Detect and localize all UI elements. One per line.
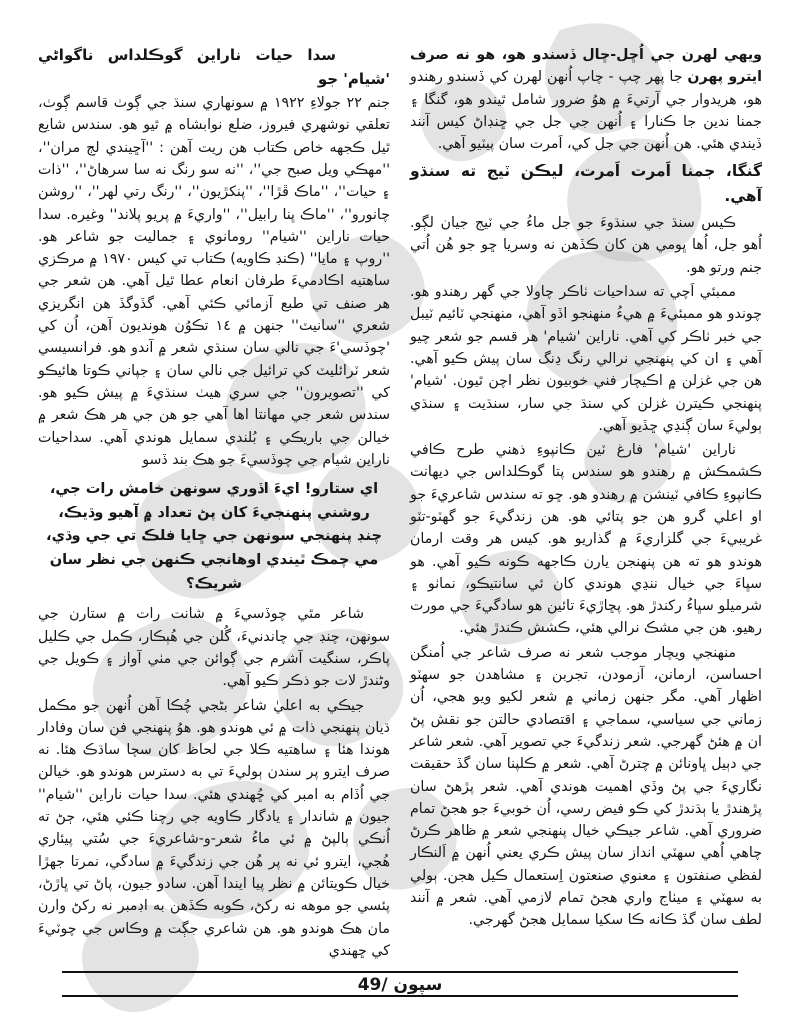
footer-bottom-rule [62, 995, 738, 997]
right-text-column [410, 44, 762, 965]
right-column-opening-paragraph [410, 44, 762, 155]
footer-top-rule [62, 971, 738, 973]
right-column-paragraph-4: ناراين 'شيام' فارغ ٽين ڪانپوءِ ذهني طرح ڪافي ڪشمڪش ۾ رهندو هو سندس پتا گوڪلداس جي ديهانت ڪانپوءِ ڪافي ٽينشن ۾ رهندو هو. ڇو ته سندس شاعريءَ جو او اعلي گرو هن جو پتائي هو. هن زندگيءَ جو گهٽو-تٽو غريبيءَ جي گلزاريءَ ۾ گذاريو هو. کيس هر وقت ارمان هوندو هو ته هن پنهنجن يارن ڪاجهه ڪونه ڪيو آهي. هو سڀاءَ جي خيال ننڍي هوندي کان ئي سانتيڪو، نماٺو ۽ شرميلو سڀاءُ رکندڙ هو. پڇاڙيءَ تائين هو سادگيءَ جي مورت رهيو. هن جي مشڪ نرالي هئي، ڪشش ڪندڙ هئي. [410, 442, 762, 637]
left-column-paragraph-2: شاعر مٿي چوڏسيءَ ۾ شانت رات ۾ ستارن جي سونهن، چنڊ جي چاندنيءَ، گُلن جي هُٻڪار، ڪمل جي ڪليل پاڪر، سنگيت آشرم جي ڳوائن جي مٺي آواز ۽ ڪويل جي وڻندڙ لات جو ذڪر ڪيو آهي. [38, 606, 390, 690]
right-column-bold-lead-line: ويهي لهرن جي اُڇل-ڇال ڏسندو هو، هو نه صرف ايترو پهرن [410, 47, 762, 86]
left-column-paragraph-3: جيڪي به اعليٰ شاعر بڻجي چُڪا آهن اُنهن جو مڪمل ڌيان پنهنجي ذات ۾ ئي هوندو هو. هوُ پنهنجي فن سان وفادار هوندا هئا ۽ ساهتيه ڪلا جي لحاظ کان سچا ساڌڪ هئا. نه صرف ايترو پر سندن ٻوليءَ تي به دسترس هوندو هو. خيالن جي اُڏام به امبر کي ڇُهندي هئي. سدا حيات ناراين ''شيام'' جيون ۾ شاندار ۽ يادگار ڪاويه جي رچنا ڪئي هئي، ڄڻ ته اُنڪي ٻالپڻ ۾ ئي ماءُ شعر-و-شاعريءَ جي سُتي پيئاري هُجي، ايترو ئي نه پر هُن جي زندگيءَ ۾ سادگي، نمرتا جهڙا خيال ڪويتائن ۾ نظر پيا ايندا آهن. سادو جيون، پاڻ تي ڀاڙڻ، پئسي جو موهه نه رکڻ، ڪوبه ڪڏهن به اڊمبر نه رکڻ وارن مان هڪ هوندو هو. هن شاعري جڳت ۾ وڪاس جي چوٽيءَ کي ڇهندي [38, 697, 390, 959]
poem-line-2: روشني پنهنجيءَ کان پڻ تعداد ۾ آهيو وڌيڪ، [58, 503, 370, 521]
left-text-column [38, 44, 390, 965]
poem-stanza [38, 477, 390, 595]
poem-line-1: اي ستارو! ايءَ اڏوري سونهن خامش رات جي، [49, 480, 379, 498]
right-column-paragraph-1: جا پهر چپ - چاپ اُنهن لهرن کي ڏسندو رهندو هو، هريدوار جي آرتيءَ ۾ هوُ ضرور شامل ٿيندو هو، گنگا ۽ جمنا ندين جا ڪنارا ۽ اُنهن جي جل جي ڇنڊاڻ کيس آنند ڏيندي هئي. هن اُنهن جي جل کي، اَمرت سان پيٽيو آهي. [410, 69, 762, 153]
right-column-paragraph-2: ڪيس سنڌ جي سنڌوءَ جو جل ماءُ جي ٽيج جيان لڳو. اُهو جل، اُها ڀومي هن کان ڪڏهن نه وسريا ڇو جو هُن اُتي جنم ورتو هو. [410, 215, 762, 276]
right-column-paragraph-5: منهنجي ويچار موجب شعر نه صرف شاعر جي اُمنگن احساسن، ارمانن، آزمودن، تجربن ۽ مشاهدن جو سهٽو اظهار آهي. مگر جنهن زماني ۾ شعر لکيو ويو هجي، اُن زماني جي سياسي، سماجي ۽ اقتصادي حالتن جو نقش پڻ ان ۾ هئڻ گهرجي. شعر زندگيءَ جي تصوير آهي. شعر شاعر جي دٻيل ڀاونائن ۾ چترڻ آهي. شعر ۾ ڪلپنا سان گڏ حقيقت نگاريءَ جي پڻ وڏي اهميت هوندي آهي. شعر پڙهڻ سان پڙهندڙ يا ٻڌندڙ کي ڪو فيض رسي، اُن خوبيءَ جو هجڻ تمام ضروري آهي. شاعر جيڪي خيال پنهنجي شعر ۾ ظاهر ڪرڻ چاهي اُهي سهٽي انداز سان پيش ڪري يعني اُنهن ۾ اَلنڪار لفظي صنفتون ۽ معنوي صنعتون اِستعمال ڪيل هجن. ٻولي به سهٽي ۽ ميٺاج واري هجڻ تمام لازمي آهي. شعر ۾ آنند لطف سان گڏ ڪانه ڪا سکيا سمايل هجڻ گهرجي. [410, 644, 762, 929]
right-column-bold-subheading: گنگا، جمنا اَمرت اَمرت، ليڪن ٽيج ته سنڌو آهي. [410, 162, 762, 205]
two-column-text-area [38, 44, 762, 965]
left-column-paragraph-1: جنم ٢٢ جولاءِ ١٩٢٢ ۾ سونهاري سنڌ جي ڳوٺ قاسم ڳوٺ، تعلقي نوشهري فيروز، ضلع نوابشاه ۾ ٿيو هو. سندس شايع ٿيل ڪجهه خاص ڪتاب هن ريت آهن : ''آڇيندي لڄ مران''، ''مهڪي ويل صبح جي''، ''نه سو رنگ نه سا سرهاڻ''، ''ذات ۽ حيات''، ''ماڪ ڦڙا''، ''پنکڙيون''، ''رنگ رتي لهر''، ''روشن چانورو''، ''ماڪ ڀنا رابيل''، ''واريءَ ۾ پريو پلاند'' وغيره. سدا حيات ناراين ''شيام'' رومانوي ۽ جماليت جو شاعر هو. ''روپ ۽ مايا'' (ڪنڊ ڪاويه) ڪتاب تي کيس ١٩٧٠ ۾ مرڪزي ساهتيه اڪادميءَ طرفان انعام عطا ٿيل آهي. هن شعر جي هر صنف تي طبع آزمائي ڪئي آهي. گڏوگڏ هن انگريزي شعري ''سانيٽ'' جنهن ۾ ١٤ تڪوُن هونديون آهن، اُن کي 'چوڏسي'ءَ جي نالي سان سنڌي شعر ۾ آندو هو. فرانسيسي شعر ٽرائليٽ کي ترائيل جي نالي سان ۽ جپاني ڪوتا هائيڪو کي ''تصويرون'' جي سري هيٺ سنڌيءَ ۾ پيش ڪيو هو. سندس شعر جي مهانتا اها آهي جو هن جي هر هڪ شعر ۾ خيالن جي باريڪي ۽ بُلندي سمايل هوندي آهي. سداحيات ناراين شيام جي چوڏسيءَ جو هڪ بند ڏسو [38, 95, 390, 468]
poem-line-3: چنڊ پنهنجي سونهن جي ڇايا فلڪ تي جي وڌي، [46, 527, 382, 545]
left-column-bold-heading: سدا حيات ناراين گوڪلداس ناگواڻي 'شيام' جو [38, 46, 390, 88]
right-column-paragraph-3: ممبئي اَچي ته سداحيات ٺاڪر چاولا جي گهر رهندو هو. چوندو هو ممبئيءَ ۾ هيءُ منهنجو اڏو آهي، منهنجي ٽائيم ٽيبل جي خبر ٺاڪر کي آهي. ناراين 'شيام' هر قسم جو شعر چيو آهي ۽ ان کي پنهنجي نرالي رنگ ڍنگ سان پيش ڪيو آهي. هن جي غزلن ۾ اڪيچار فني خوبيون نظر اچن ٿيون. 'شيام' پنهنجي ڪيترن غزلن کي سنڌ جي سار، سنڌيت ۽ سنڌي ٻوليءَ سان ڳنڍي ڇڏيو آهي. [410, 284, 762, 434]
page-number-footer: سپون /49 [357, 975, 443, 995]
poem-line-4: مي چمڪ ٿيندي اوهانجي ڪنهن جي نظر سان شريڪ؟ [49, 551, 379, 592]
